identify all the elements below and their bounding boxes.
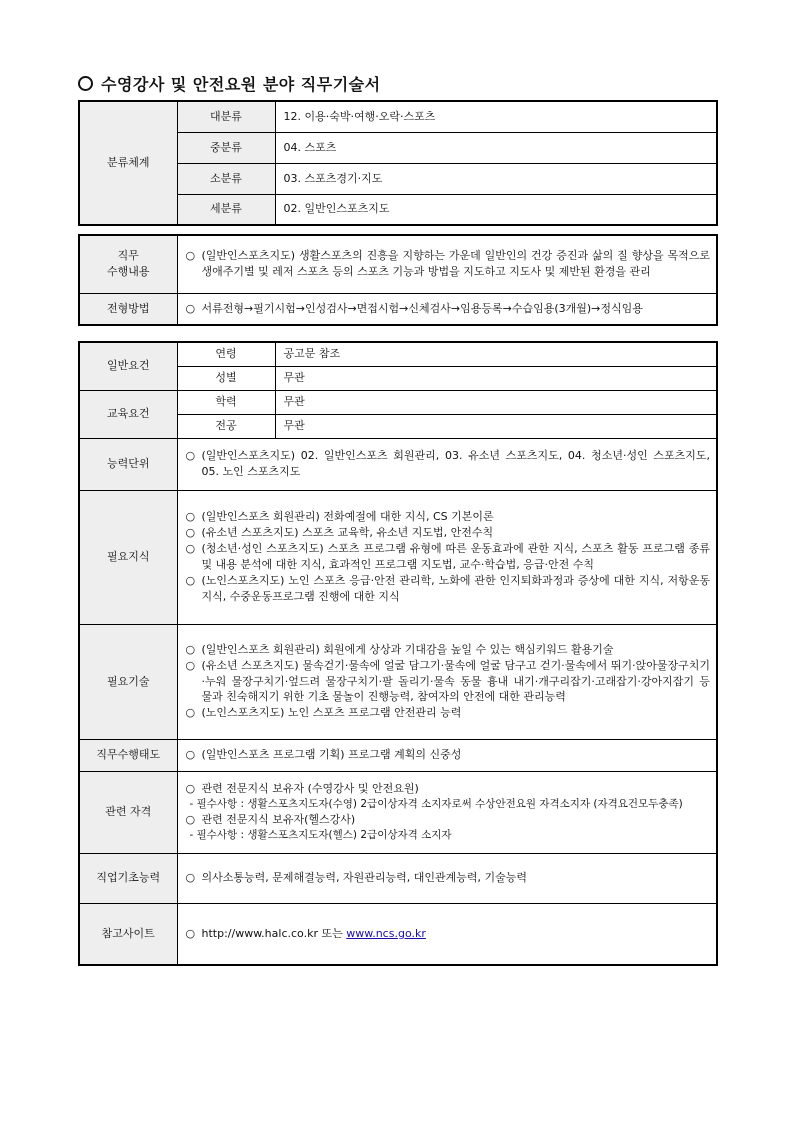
bullet-icon: ○ (185, 526, 196, 540)
general-req-row-label: 연령 (177, 342, 275, 366)
attitude-text: (일반인스포츠 프로그램 기획) 프로그램 계획의 신중성 (201, 748, 462, 762)
reference-link-ncs[interactable]: www.ncs.go.kr (346, 926, 426, 940)
general-req-row-value: 공고문 참조 (275, 342, 717, 366)
bullet-icon: ○ (185, 510, 196, 524)
education-req-label: 교육요건 (79, 390, 177, 438)
ability-units-label: 능력단위 (79, 438, 177, 490)
general-req-row-label: 성별 (177, 366, 275, 390)
selection-text: 서류전형→필기시험→인성검사→면접시험→신체검사→임용등록→수습임용(3개월)→정식임용 (201, 301, 643, 315)
bullet-icon: ○ (185, 813, 196, 826)
bullet-icon: ○ (185, 706, 196, 720)
general-req-row-value: 무관 (275, 366, 717, 390)
classification-table (78, 100, 718, 226)
qualification-note: - 필수사항 : 생활스포츠지도자(헬스) 2급이상자격 소지자 (189, 828, 452, 841)
knowledge-content (177, 490, 717, 624)
education-req-row-value: 무관 (275, 414, 717, 438)
list-item: ○ (유소년 스포츠지도) 스포츠 교육학, 유소년 지도법, 안전수칙 (185, 526, 494, 540)
list-item: ○ (일반인스포츠 회원관리) 전화예절에 대한 지식, CS 기본이론 (185, 510, 494, 524)
duties-text: (일반인스포츠지도) 생활스포츠의 진흥을 지향하는 가운데 일반인의 건강 증진과 삶의 질 향상을 목적으로 생애주기별 및 레저 스포츠 등의 스포츠 기능과 방법을 지도하고 지도사 및 제반된 환경을 관리 (201, 249, 710, 279)
classification-row-label: 대분류 (177, 101, 275, 132)
reference-label: 참고사이트 (79, 903, 177, 965)
selection-label: 전형방법 (79, 293, 177, 325)
qualifications-label: 관련 자격 (79, 771, 177, 853)
classification-row-label: 소분류 (177, 163, 275, 194)
duties-table (78, 234, 718, 326)
reference-content (177, 903, 717, 965)
bullet-icon: ○ (185, 781, 196, 795)
qualifications-content (177, 771, 717, 853)
list-item: ○ (노인스포츠지도) 노인 스포츠 프로그램 안전관리 능력 (185, 706, 462, 720)
list-item: ○ 관련 전문지식 보유자 (수영강사 및 안전요원) (185, 781, 419, 795)
basic-skills-label: 직업기초능력 (79, 853, 177, 903)
skills-label: 필요기술 (79, 624, 177, 739)
classification-label: 분류체계 (79, 101, 177, 225)
reference-connector: 또는 (321, 926, 343, 940)
classification-row-label: 세분류 (177, 194, 275, 225)
bullet-icon: ○ (185, 542, 196, 556)
basic-skills-content (177, 853, 717, 903)
list-item: ○ 관련 전문지식 보유자(헬스강사) (185, 813, 356, 826)
page-title (78, 72, 381, 95)
bullet-icon: ○ (185, 926, 196, 940)
page-title-text: 수영강사 및 안전요원 분야 직무기술서 (101, 75, 381, 94)
ability-units-text: (일반인스포츠지도) 02. 일반인스포츠 회원관리, 03. 유소년 스포츠지도, 04. 청소년·성인 스포츠지도, 05. 노인 스포츠지도 (201, 449, 710, 478)
education-req-row-value: 무관 (275, 390, 717, 414)
general-req-label: 일반요건 (79, 342, 177, 390)
bullet-icon: ○ (185, 449, 196, 463)
bullet-icon: ○ (185, 301, 196, 315)
education-req-row-label: 전공 (177, 414, 275, 438)
list-item: ○ (일반인스포츠 회원관리) 회원에게 상상과 기대감을 높일 수 있는 핵심키워드 활용기술 (185, 642, 614, 656)
bullet-icon: ○ (185, 642, 196, 656)
list-item: ○ (노인스포츠지도) 노인 스포츠 응급·안전 관리학, 노화에 관한 인지퇴화과정과 증상에 대한 지식, 저항운동지식, 수중운동프로그램 진행에 대한 지식 (185, 573, 710, 603)
classification-row-value: 02. 일반인스포츠지도 (275, 194, 717, 225)
classification-row-value: 04. 스포츠 (275, 132, 717, 163)
basic-skills-text: 의사소통능력, 문제해결능력, 자원관리능력, 대인관계능력, 기술능력 (201, 871, 527, 885)
reference-site-1[interactable]: http://www.halc.co.kr (201, 926, 318, 940)
duties-label-line1: 직무 (117, 249, 139, 263)
bullet-icon: ○ (185, 573, 196, 587)
circle-bullet-icon (78, 76, 93, 91)
attitude-label: 직무수행태도 (79, 739, 177, 771)
duties-label (79, 235, 177, 293)
bullet-icon: ○ (185, 748, 196, 762)
selection-content (177, 293, 717, 325)
ability-units-content (177, 438, 717, 490)
knowledge-label: 필요지식 (79, 490, 177, 624)
attitude-content (177, 739, 717, 771)
list-item: ○ (청소년·성인 스포츠지도) 스포츠 프로그램 유형에 따른 운동효과에 관한 지식, 스포츠 활동 프로그램 종류 및 내용 분석에 대한 지식, 효과적인 프로그램 지도법, 교수·학습법, 응급·안전 수칙 (185, 542, 710, 571)
education-req-row-label: 학력 (177, 390, 275, 414)
duties-label-line2: 수행내용 (106, 265, 150, 279)
list-item: ○ (유소년 스포츠지도) 물속걷기·물속에 얼굴 담그기·물속에 얼굴 담구고 걷기·물속에서 뛰기·앉아물장구치기·누워 물장구치기·엎드려 물장구치기·팔 돌리기·물속 동물 흉내 내기·개구리잡기·고래잡기·강아지잡기 등 물과 친숙해지기 위한 기초 물놀이 진행능력, 참여자의 안전에 대한 관리능력 (185, 658, 710, 704)
requirements-table (78, 341, 718, 966)
classification-row-label: 중분류 (177, 132, 275, 163)
duties-content (177, 235, 717, 293)
classification-row-value: 03. 스포츠경기·지도 (275, 163, 717, 194)
skills-content (177, 624, 717, 739)
qualification-note: - 필수사항 : 생활스포츠지도자(수영) 2급이상자격 소지자로써 수상안전요원 자격소지자 (자격요건모두충족) (189, 797, 683, 810)
bullet-icon: ○ (185, 871, 196, 885)
bullet-icon: ○ (185, 658, 196, 672)
classification-row-value: 12. 이용·숙박·여행·오락·스포츠 (275, 101, 717, 132)
bullet-icon: ○ (185, 249, 196, 263)
